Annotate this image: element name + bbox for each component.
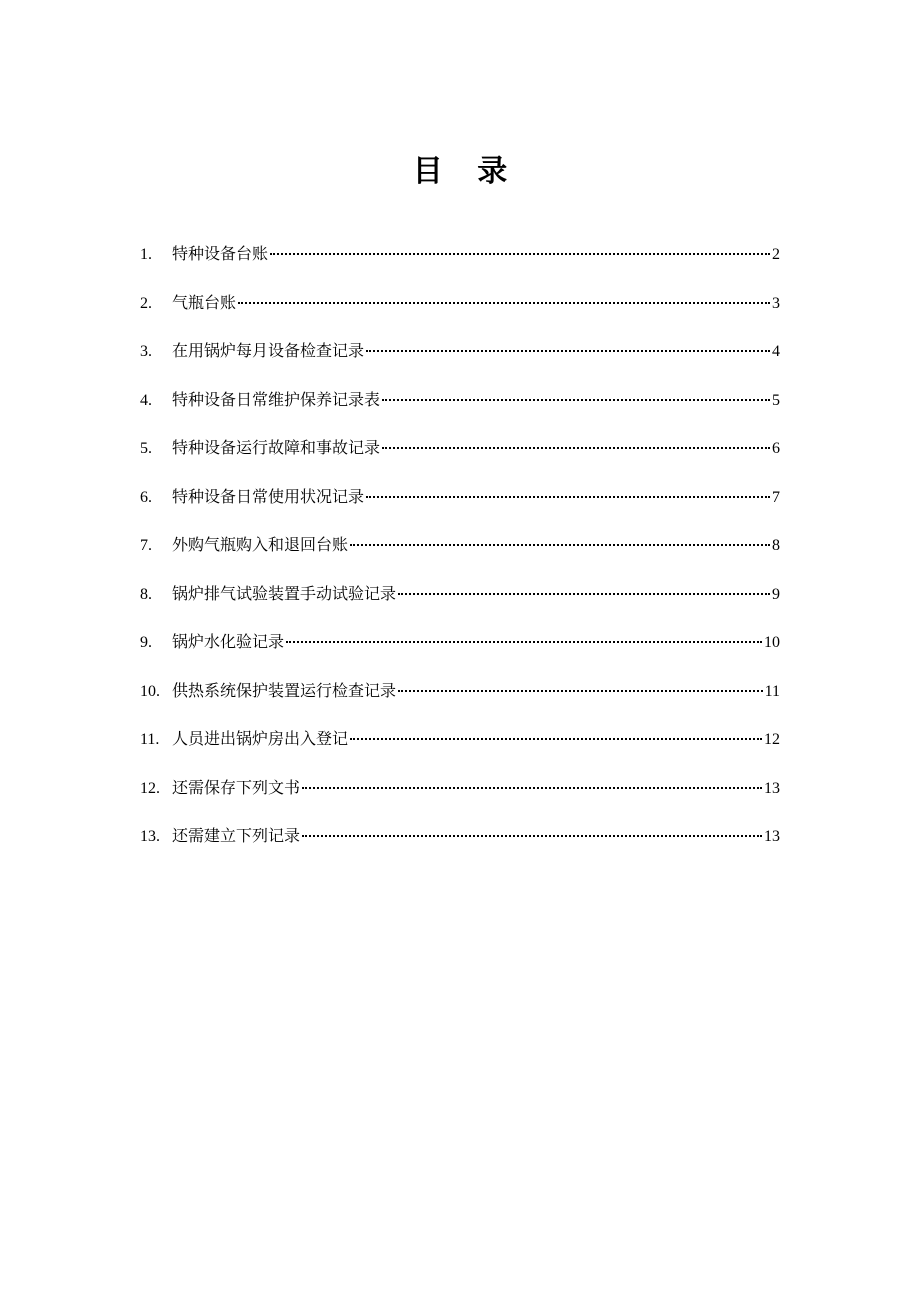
toc-entry-number: 12. (140, 779, 160, 797)
toc-leader-dots (350, 738, 762, 740)
toc-entry-4[interactable] (140, 386, 780, 435)
toc-leader-dots (382, 399, 770, 401)
toc-entry-text: 人员进出锅炉房出入登记 (172, 729, 349, 748)
toc-entry-6[interactable] (140, 483, 780, 532)
toc-entry-13[interactable] (140, 822, 780, 871)
toc-entry-page: 11 (764, 682, 780, 700)
toc-entry-8[interactable] (140, 580, 780, 629)
toc-entry-text: 外购气瓶购入和退回台账 (172, 535, 349, 554)
toc-entry-text: 锅炉水化验记录 (172, 632, 285, 651)
toc-entry-text: 特种设备日常维护保养记录表 (172, 389, 381, 409)
toc-leader-dots (398, 690, 763, 692)
toc-entry-page: 9 (772, 585, 780, 603)
toc-entry-1[interactable] (140, 240, 780, 289)
toc-entry-number: 9. (140, 634, 152, 651)
toc-entry-page: 2 (772, 246, 780, 263)
toc-leader-dots (302, 787, 762, 789)
toc-entry-text: 特种设备运行故障和事故记录 (172, 438, 381, 457)
toc-entry-number: 13. (140, 828, 160, 845)
toc-entry-text: 特种设备台账 (172, 244, 269, 263)
toc-entry-page: 7 (772, 488, 780, 506)
toc-entry-page: 6 (772, 440, 780, 457)
toc-entry-number: 1. (140, 246, 152, 263)
toc-entry-text: 在用锅炉每月设备检查记录 (172, 341, 365, 360)
toc-entry-text: 特种设备日常使用状况记录 (172, 486, 365, 506)
toc-entry-12[interactable] (140, 774, 780, 823)
toc-entry-text: 气瓶台账 (172, 292, 237, 312)
toc-entry-number: 5. (140, 440, 152, 457)
toc-entry-text: 还需建立下列记录 (172, 826, 301, 845)
toc-entry-page: 12 (764, 731, 780, 748)
toc-entry-page: 10 (764, 634, 780, 651)
toc-entry-text: 还需保存下列文书 (172, 777, 301, 797)
toc-leader-dots (398, 593, 770, 595)
toc-entry-page: 3 (772, 294, 780, 312)
toc-entry-page: 4 (772, 343, 780, 360)
toc-entry-number: 10. (140, 682, 160, 700)
toc-leader-dots (286, 641, 762, 643)
toc-entry-page: 8 (772, 537, 780, 554)
toc-entry-2[interactable] (140, 289, 780, 338)
toc-entry-number: 4. (140, 391, 152, 409)
toc-entry-9[interactable] (140, 628, 780, 677)
toc-entry-11[interactable] (140, 725, 780, 774)
toc-entry-page: 13 (764, 779, 780, 797)
toc-entry-number: 6. (140, 488, 152, 506)
toc-leader-dots (238, 302, 770, 304)
toc-leader-dots (302, 835, 762, 837)
toc-leader-dots (366, 350, 770, 352)
toc-entry-number: 11. (140, 731, 160, 748)
toc-leader-dots (350, 544, 770, 546)
toc-entry-page: 5 (772, 391, 780, 409)
toc-entry-3[interactable] (140, 337, 780, 386)
toc-entry-number: 2. (140, 294, 152, 312)
toc-entry-text: 锅炉排气试验装置手动试验记录 (172, 583, 397, 603)
toc-entry-page: 13 (764, 828, 780, 845)
toc-entry-number: 8. (140, 585, 152, 603)
toc-title: 目 录 (412, 154, 520, 189)
toc-leader-dots (270, 253, 770, 255)
toc-entry-10[interactable] (140, 677, 780, 726)
toc-entry-number: 7. (140, 537, 152, 554)
toc-entry-number: 3. (140, 343, 152, 360)
toc-leader-dots (366, 496, 770, 498)
toc-entry-7[interactable] (140, 531, 780, 580)
toc-leader-dots (382, 447, 770, 449)
toc-list (140, 240, 780, 871)
toc-entry-5[interactable] (140, 434, 780, 483)
toc-entry-text: 供热系统保护装置运行检查记录 (172, 680, 397, 700)
